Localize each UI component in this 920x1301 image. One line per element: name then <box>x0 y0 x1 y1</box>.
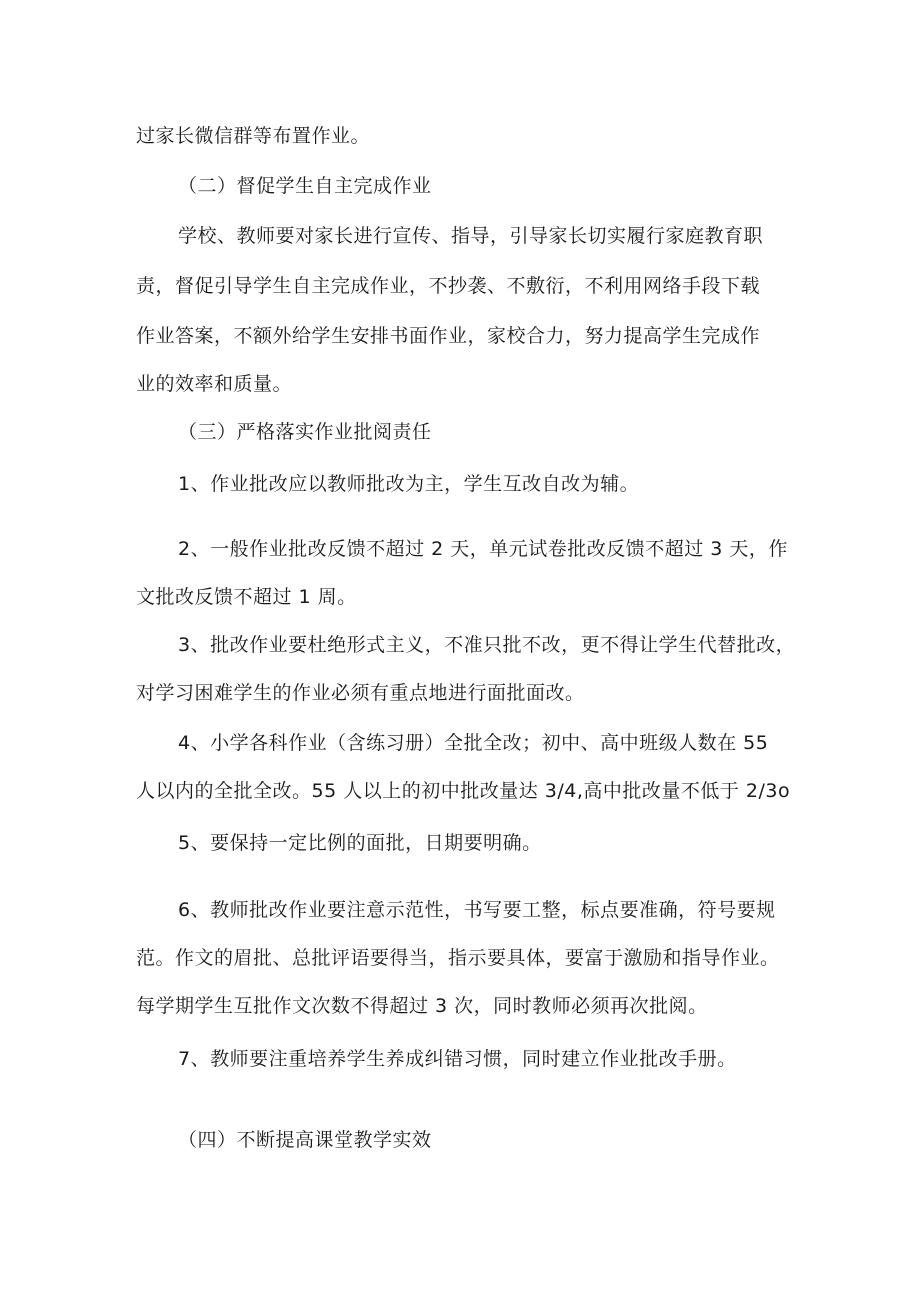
text-line: 文批改反馈不超过 1 周。 <box>136 586 357 608</box>
text-line: 2、一般作业批改反馈不超过 2 天，单元试卷批改反馈不超过 3 天，作 <box>178 538 788 560</box>
text-line: 5、要保持一定比例的面批，日期要明确。 <box>178 832 542 854</box>
text-line: 3、批改作业要杜绝形式主义，不准只批不改，更不得让学生代替批改， <box>178 634 796 656</box>
text-line: 人以内的全批全改。55 人以上的初中批改量达 3/4,高中批改量不低于 2/3o <box>136 780 791 802</box>
section-heading: （三）严格落实作业批阅责任 <box>178 421 432 443</box>
text-line: 7、教师要注重培养学生养成纠错习惯，同时建立作业批改手册。 <box>178 1048 737 1070</box>
section-heading: （二）督促学生自主完成作业 <box>178 175 432 197</box>
text-line: 每学期学生互批作文次数不得超过 3 次，同时教师必须再次批阅。 <box>136 995 708 1017</box>
text-line: 业的效率和质量。 <box>136 373 293 395</box>
section-heading: （四）不断提高课堂教学实效 <box>178 1129 432 1151</box>
text-line: 范。作文的眉批、总批评语要得当，指示要具体，要富于激励和指导作业。 <box>136 947 780 969</box>
text-line: 1、作业批改应以教师批改为主，学生互改自改为辅。 <box>178 473 640 495</box>
text-line: 4、小学各科作业（含练习册）全批全改；初中、高中班级人数在 55 <box>178 732 769 754</box>
text-line: 责，督促引导学生自主完成作业，不抄袭、不敷衍，不利用网络手段下载 <box>136 275 761 297</box>
text-line: 过家长微信群等布置作业。 <box>136 125 371 147</box>
text-line: 对学习困难学生的作业必须有重点地进行面批面改。 <box>136 682 585 704</box>
text-line: 6、教师批改作业要注意示范性，书写要工整，标点要准确，符号要规 <box>178 899 776 921</box>
text-line: 学校、教师要对家长进行宣传、指导，引导家长切实履行家庭教育职 <box>178 225 764 247</box>
text-line: 作业答案，不额外给学生安排书面作业，家校合力，努力提高学生完成作 <box>136 325 761 347</box>
